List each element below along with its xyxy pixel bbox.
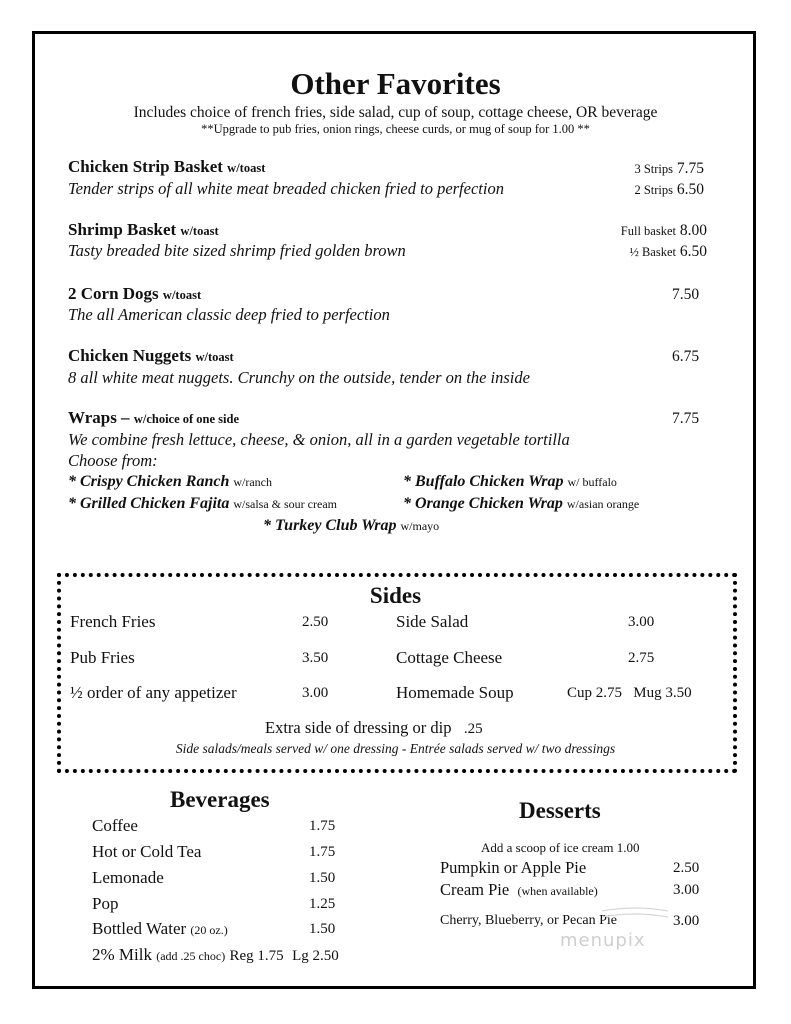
- section-title-beverages: Beverages: [170, 787, 270, 812]
- watermark: menupix: [560, 930, 646, 951]
- wrap-option: * Crispy Chicken Ranch w/ranch: [68, 473, 273, 490]
- choose-from-label: Choose from:: [68, 451, 158, 470]
- side-item-name: Pub Fries: [70, 648, 135, 667]
- extra-dressing-note: Extra side of dressing or dip .25: [265, 718, 483, 737]
- ice-cream-note: Add a scoop of ice cream 1.00: [481, 840, 640, 855]
- menu-item-name: Chicken Strip Basket w/toast: [68, 157, 266, 176]
- upgrade-note: **Upgrade to pub fries, onion rings, cheese curds, or mug of soup for 1.00 **: [201, 122, 590, 136]
- beverage-price: 1.50: [309, 870, 336, 886]
- beverage-price: 1.25: [309, 896, 336, 912]
- beverage-price: 1.75: [309, 818, 336, 834]
- menu-item-description: 8 all white meat nuggets. Crunchy on the outside, tender on the inside: [68, 368, 530, 387]
- beverage-name: Hot or Cold Tea: [92, 842, 202, 861]
- menu-item-description: We combine fresh lettuce, cheese, & onion, all in a garden vegetable tortilla: [68, 430, 570, 449]
- menu-item-name: Wraps – w/choice of one side: [68, 408, 240, 427]
- menu-item-description: The all American classic deep fried to perfection: [68, 305, 390, 324]
- side-item-price: 3.00: [302, 685, 329, 701]
- beverage-name: Bottled Water (20 oz.): [92, 919, 228, 938]
- includes-note: Includes choice of french fries, side salad, cup of soup, cottage cheese, OR beverage: [133, 104, 658, 121]
- side-item-name: Side Salad: [396, 612, 469, 631]
- beverage-milk: 2% Milk (add .25 choc) Reg 1.75 Lg 2.50: [92, 945, 339, 964]
- wrap-option: * Turkey Club Wrap w/mayo: [263, 517, 440, 534]
- section-title-other-favorites: Other Favorites: [290, 66, 501, 101]
- dessert-name: Cherry, Blueberry, or Pecan Pie: [440, 913, 618, 928]
- wrap-option: * Buffalo Chicken Wrap w/ buffalo: [403, 473, 617, 490]
- menu-item-price: 2 Strips 6.50: [634, 181, 704, 198]
- side-item-price: 2.75: [628, 650, 655, 666]
- dessert-price: 2.50: [673, 860, 700, 876]
- section-title-sides: Sides: [369, 583, 422, 608]
- side-item-price: 2.50: [302, 614, 329, 630]
- beverage-name: Coffee: [92, 816, 138, 835]
- menu-item-name: Chicken Nuggets w/toast: [68, 346, 234, 365]
- side-item-name: Cottage Cheese: [396, 648, 503, 667]
- watermark-lines-icon: [600, 903, 670, 929]
- menu-item-price: Full basket 8.00: [620, 222, 707, 239]
- menu-item-name: 2 Corn Dogs w/toast: [68, 284, 202, 303]
- side-item-name: French Fries: [70, 612, 156, 631]
- side-item-name: ½ order of any appetizer: [70, 683, 237, 702]
- menu-item-price: 6.75: [672, 348, 700, 365]
- menu-item-price: 7.75: [672, 410, 700, 427]
- menu-item-description: Tender strips of all white meat breaded chicken fried to perfection: [68, 179, 504, 198]
- beverage-name: Lemonade: [92, 868, 164, 887]
- menu-item-name: Shrimp Basket w/toast: [68, 220, 219, 239]
- menu-item-price: 7.50: [672, 286, 700, 303]
- dessert-name: Cream Pie (when available): [440, 880, 598, 899]
- menu-item-price: 3 Strips 7.75: [634, 160, 704, 177]
- wrap-option: * Grilled Chicken Fajita w/salsa & sour cream: [68, 495, 337, 512]
- dessert-name: Pumpkin or Apple Pie: [440, 858, 587, 877]
- menu-item-price: ½ Basket 6.50: [629, 243, 707, 260]
- beverage-price: 1.50: [309, 921, 336, 937]
- side-item-price: 3.50: [302, 650, 329, 666]
- dressing-note: Side salads/meals served w/ one dressing - Entrée salads served w/ two dressings: [175, 741, 616, 756]
- side-item-name: Homemade Soup: [396, 683, 514, 702]
- dessert-price: 3.00: [673, 913, 700, 929]
- beverage-price: 1.75: [309, 844, 336, 860]
- dessert-price: 3.00: [673, 882, 700, 898]
- section-title-desserts: Desserts: [519, 798, 601, 823]
- beverage-name: Pop: [92, 894, 119, 913]
- side-item-price: Cup 2.75 Mug 3.50: [567, 685, 692, 701]
- menu-item-description: Tasty breaded bite sized shrimp fried golden brown: [68, 241, 406, 260]
- side-item-price: 3.00: [628, 614, 655, 630]
- wrap-option: * Orange Chicken Wrap w/asian orange: [403, 495, 640, 512]
